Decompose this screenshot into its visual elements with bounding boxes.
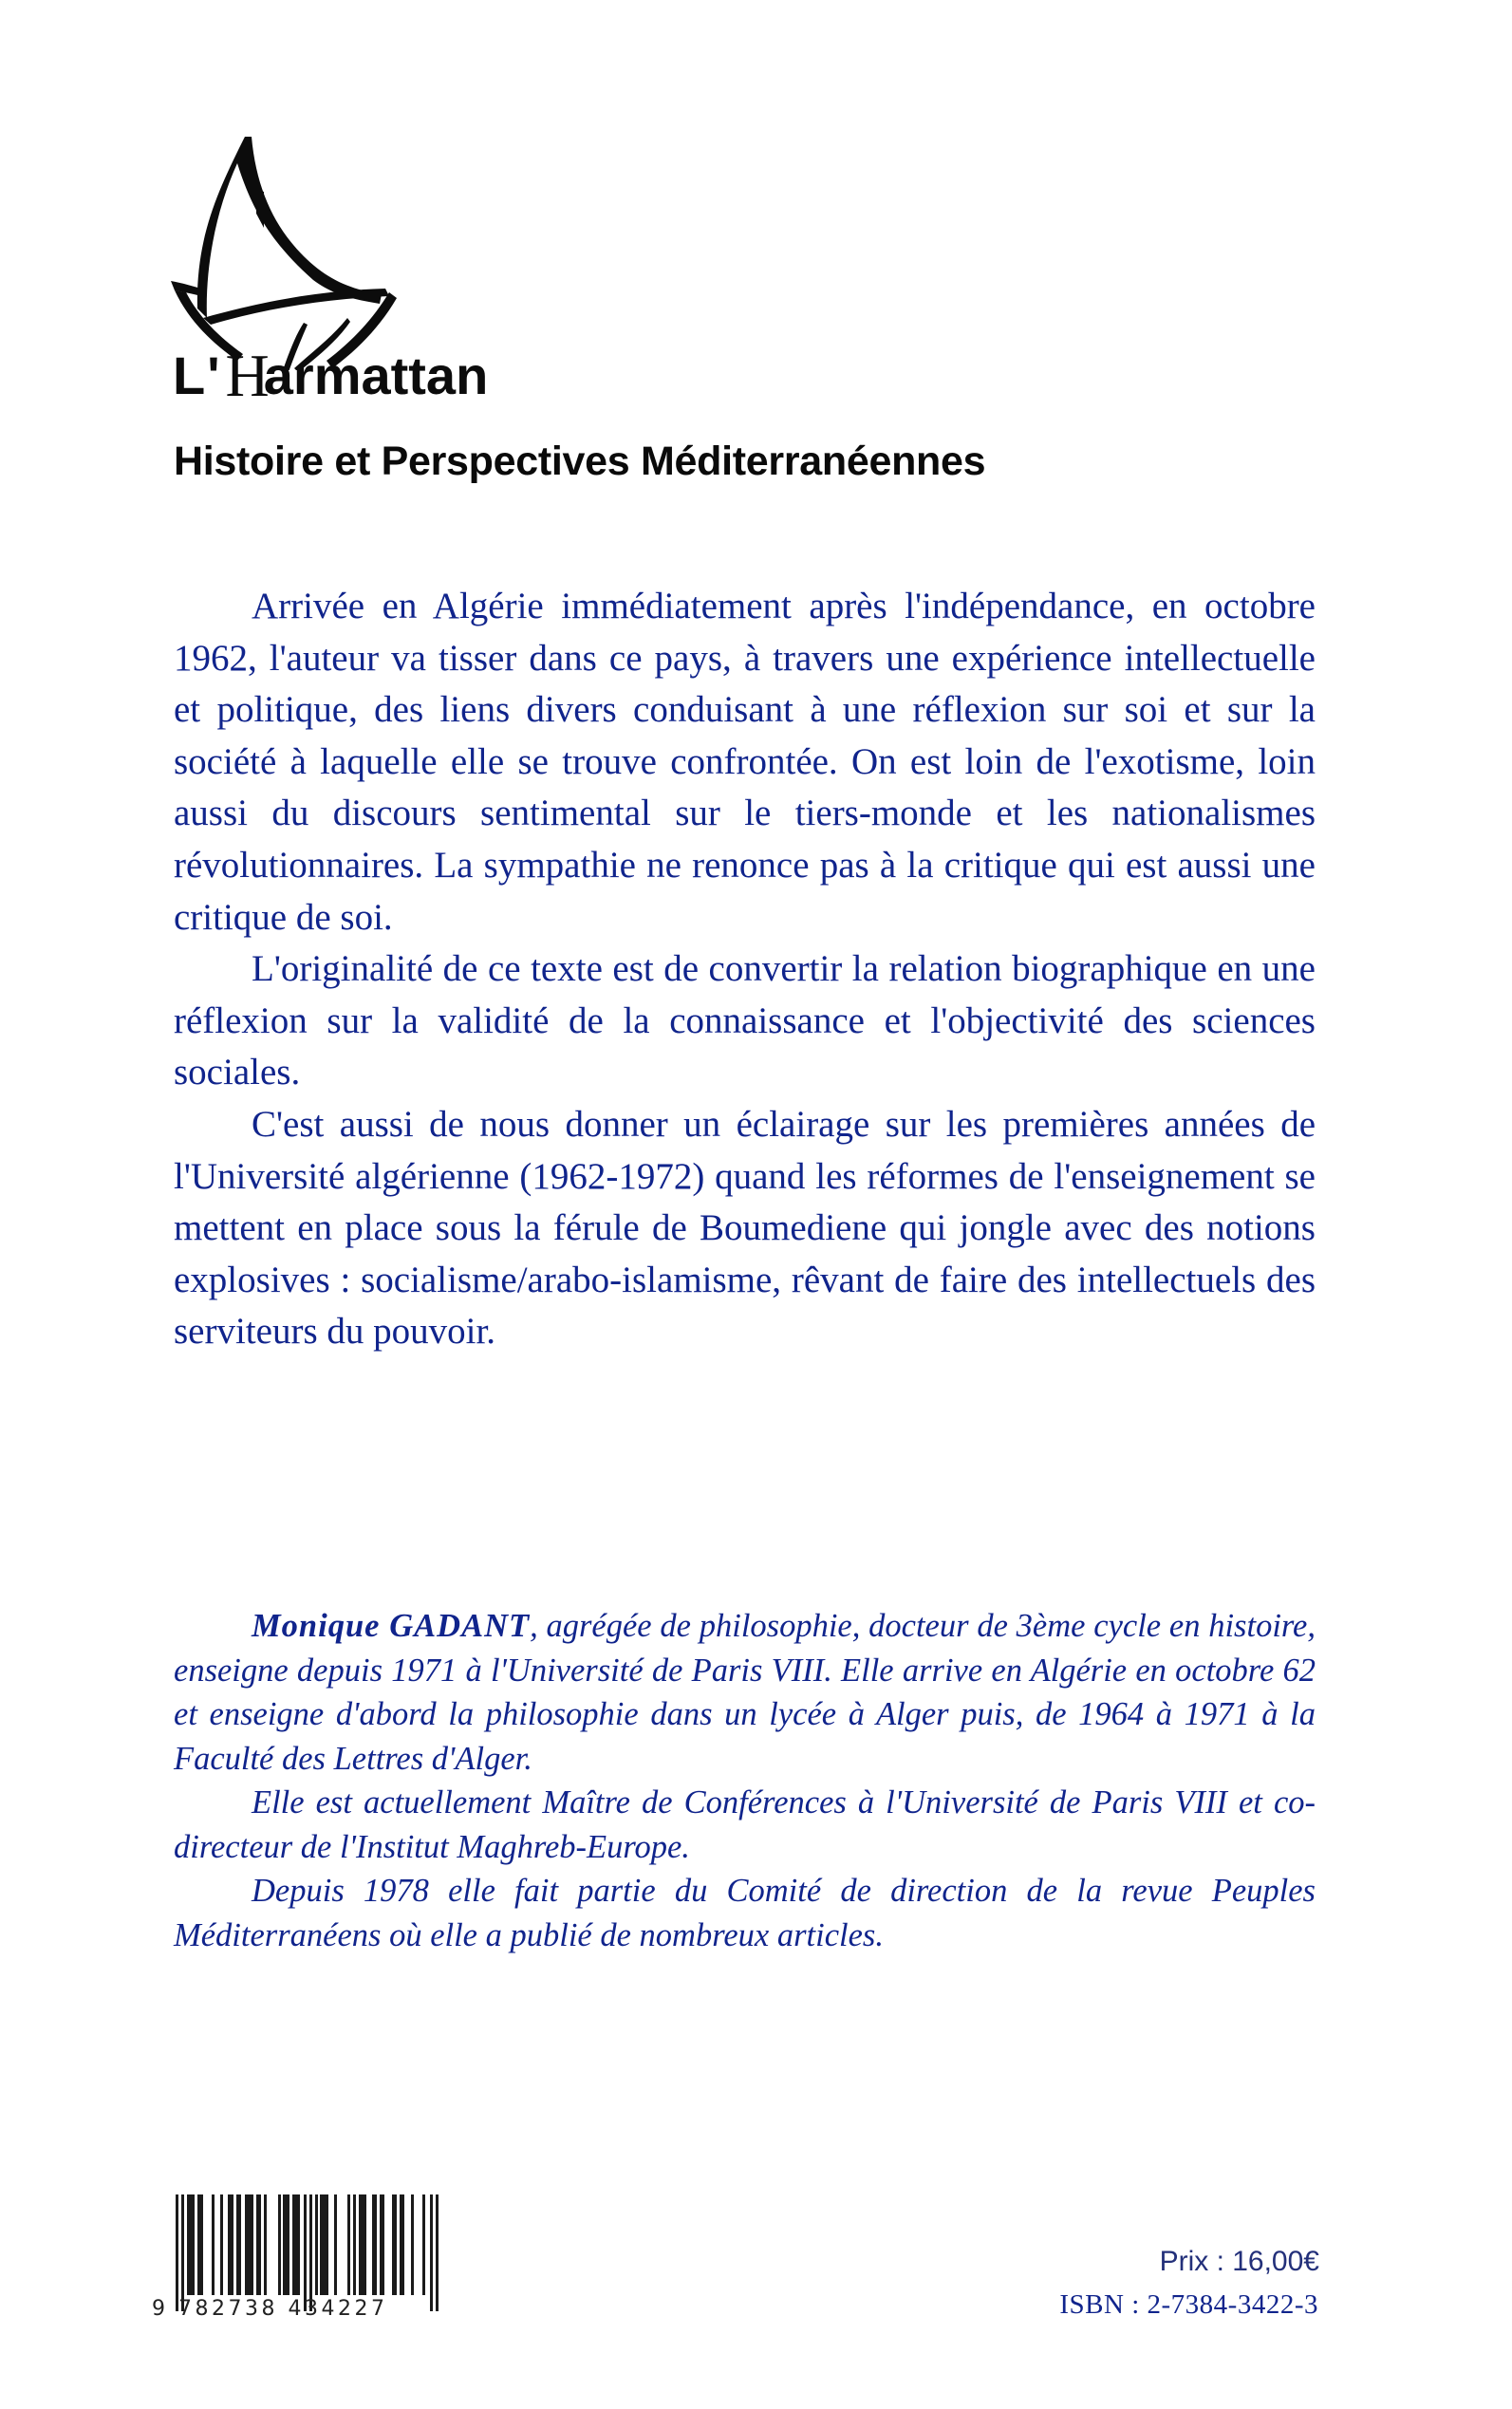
author-name: Monique GADANT <box>252 1608 531 1644</box>
blurb-paragraph: L'originalité de ce texte est de convertir la relation biographique en une réflexion sur la validité de la connaissance et l'objectivité des sciences sociales. <box>174 948 1316 1093</box>
blurb-paragraph: C'est aussi de nous donner un éclairage sur les premières années de l'Université algérienne (1962-1972) quand les réformes de l'enseignement se mettent en place sous la férule de Boumediene qui jongle avec des notions explosives : socialisme/arabo-islamisme, rêvant de faire des intellectuels des serviteurs du pouvoir. <box>174 1103 1316 1353</box>
wordmark-initial: H <box>225 342 270 409</box>
book-blurb <box>174 581 1316 1358</box>
isbn-label: ISBN : 2-7384-3422-3 <box>1059 2289 1318 2320</box>
bio-paragraph: Elle est actuellement Maître de Conférences à l'Université de Paris VIII et co-directeur de l'Institut Maghreb-Europe. <box>174 1784 1316 1865</box>
bio-paragraph <box>174 1604 1316 1781</box>
publisher-logo <box>161 123 560 418</box>
price-label: Prix : 16,00€ <box>1159 2246 1319 2277</box>
bio-paragraph: Depuis 1978 elle fait partie du Comité de direction de la revue Peuples Méditerranéens où elle a publié de nombreux articles. <box>174 1873 1316 1953</box>
wordmark-prefix: L' <box>173 345 222 405</box>
wordmark-rest: armattan <box>263 345 489 405</box>
author-bio <box>174 1604 1316 1957</box>
bio-text: , agrégée de philosophie, docteur de 3ème cycle en histoire, enseigne depuis 1971 à l'Université de Paris VIII. Elle arrive en Algérie en octobre 62 et enseigne d'abord la philosophie dans un lycée à Alger puis, de 1964 à 1971 à la Faculté des Lettres d'Alger. <box>174 1608 1316 1777</box>
series-title: Histoire et Perspectives Méditerranéennes <box>174 439 986 484</box>
barcode-number: 9 782738 434227 <box>152 2297 388 2321</box>
sailboat-logo-icon <box>161 123 560 370</box>
blurb-paragraph: Arrivée en Algérie immédiatement après l'indépendance, en octobre 1962, l'auteur va tisser dans ce pays, à travers une expérience intellectuelle et politique, des liens divers conduisant à une réflexion sur soi et sur la société à laquelle elle se trouve confrontée. On est loin de l'exotisme, loin aussi du discours sentimental sur le tiers-monde et les nationalismes révolutionnaires. La sympathie ne renonce pas à la critique qui est aussi une critique de soi. <box>174 586 1316 938</box>
publisher-wordmark <box>173 342 489 409</box>
